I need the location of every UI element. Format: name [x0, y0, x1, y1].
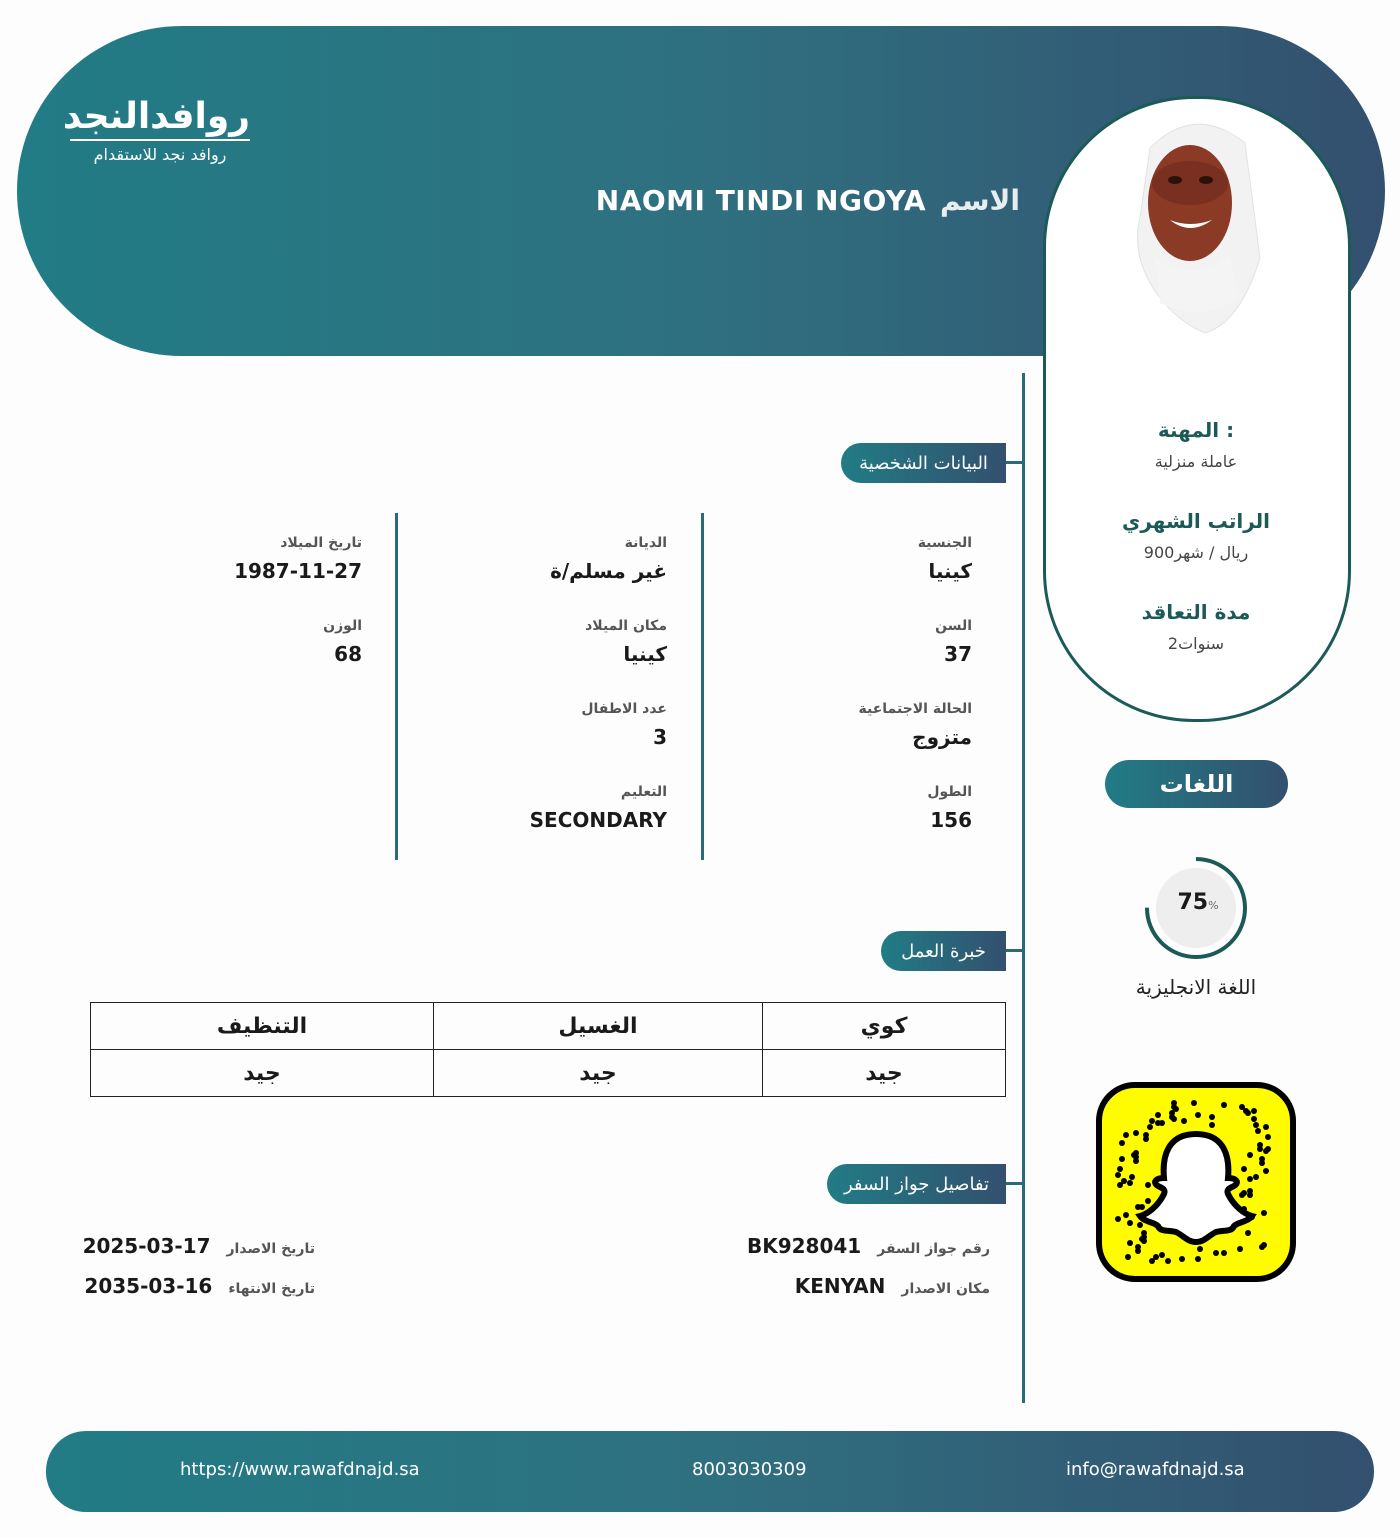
snapcode-dot	[1181, 1118, 1187, 1124]
field-value: 37	[944, 642, 972, 666]
worker-name-row	[560, 178, 1020, 222]
field-label: عدد الاطفال	[581, 701, 667, 717]
personal-section-title: البيانات الشخصية	[841, 443, 1006, 483]
snapcode-dot	[1245, 1230, 1251, 1236]
snapcode-dot	[1221, 1250, 1227, 1256]
snapcode-dot	[1191, 1100, 1197, 1106]
table-header-cell: الغسيل	[434, 1003, 763, 1050]
field-value: كينيا	[928, 559, 972, 583]
snapcode-dot	[1119, 1156, 1125, 1162]
salary-block	[1046, 509, 1346, 562]
snapcode-dot	[1253, 1122, 1259, 1128]
snapcode-dot	[1265, 1134, 1271, 1140]
personal-column-1	[720, 535, 972, 867]
religion-field	[415, 535, 667, 618]
field-value: SECONDARY	[529, 808, 667, 832]
field-value: 1987-11-27	[234, 559, 362, 583]
snapcode-dot	[1195, 1112, 1201, 1118]
field-value: 156	[930, 808, 972, 832]
passport-issue-row	[60, 1234, 315, 1258]
snapcode-dot	[1133, 1158, 1139, 1164]
snapcode-dot	[1159, 1120, 1165, 1126]
snapcode-dot	[1137, 1222, 1143, 1228]
field-label: التعليم	[620, 784, 667, 800]
field-label: مكان الميلاد	[585, 618, 667, 634]
education-field	[415, 784, 667, 867]
snapcode-dot	[1259, 1160, 1265, 1166]
weight-field	[110, 618, 362, 701]
snapcode-dot	[1261, 1210, 1267, 1216]
snapcode-dot	[1209, 1114, 1215, 1120]
issue-date-value: 2025-03-17	[82, 1234, 211, 1258]
snapcode-dot	[1263, 1148, 1269, 1154]
language-percent-value: 75	[1177, 890, 1209, 915]
passport-place-label: مكان الاصدار	[901, 1281, 990, 1297]
snapcode-dot	[1135, 1248, 1141, 1254]
issue-date-label: تاريخ الاصدار	[226, 1241, 315, 1257]
snapcode-dot	[1241, 1166, 1247, 1172]
snapcode-dot	[1147, 1124, 1153, 1130]
snapcode-dot	[1171, 1116, 1177, 1122]
name-label: الاسم	[940, 183, 1020, 217]
passport-expiry-row	[60, 1274, 315, 1298]
column-divider	[395, 513, 398, 860]
table-cell: جيد	[434, 1050, 763, 1097]
languages-pill: اللغات	[1105, 760, 1288, 808]
passport-place-value: KENYAN	[794, 1274, 886, 1298]
snapcode-dot	[1221, 1102, 1227, 1108]
language-percent	[1160, 890, 1240, 915]
experience-section-title: خبرة العمل	[881, 931, 1006, 971]
percent-sign: %	[1208, 899, 1219, 912]
passport-expiry-date	[60, 1274, 315, 1298]
salary-value: 900ريال / شهر	[1143, 543, 1249, 562]
snapcode-dot	[1129, 1174, 1135, 1180]
passport-section-title: تفاصيل جواز السفر	[827, 1164, 1006, 1204]
field-value: غير مسلم/ة	[550, 559, 667, 583]
snapcode-dot	[1117, 1166, 1123, 1172]
table-header-cell: كوي	[763, 1003, 1006, 1050]
passport-number-row	[640, 1234, 990, 1258]
expiry-date-label: تاريخ الانتهاء	[228, 1281, 315, 1297]
snapcode-dot	[1115, 1172, 1121, 1178]
snapcode-dot	[1125, 1254, 1131, 1260]
section-tick	[1005, 1182, 1023, 1185]
snapcode-dot	[1251, 1108, 1257, 1114]
snapcode-dot	[1263, 1124, 1269, 1130]
occupation-value: عاملة منزلية	[1154, 452, 1238, 471]
snapcode-dot	[1143, 1136, 1149, 1142]
snapcode-dot	[1159, 1252, 1165, 1258]
birthdate-field	[110, 535, 362, 618]
worker-name: NAOMI TINDI NGOYA	[595, 183, 927, 217]
main-vertical-divider	[1022, 373, 1025, 1403]
snapcode-dot	[1139, 1204, 1145, 1210]
snapcode-dot	[1263, 1168, 1269, 1174]
footer-band	[46, 1431, 1374, 1512]
logo-mark: روافدالنجد	[62, 96, 250, 137]
snapcode-dot	[1127, 1240, 1133, 1246]
logo-divider	[70, 139, 250, 141]
snapcode-dot	[1197, 1246, 1203, 1252]
snapcode-dot	[1171, 1104, 1177, 1110]
snapcode-dot	[1153, 1254, 1159, 1260]
snapcode-dot	[1243, 1108, 1249, 1114]
worker-photo	[1120, 108, 1270, 338]
field-value: 68	[334, 642, 362, 666]
snapcode-dot	[1165, 1258, 1171, 1264]
field-label: الوزن	[323, 618, 362, 634]
snapcode-dot	[1259, 1244, 1265, 1250]
marital-status-field	[720, 701, 972, 784]
salary-label: الراتب الشهري	[1122, 509, 1270, 533]
snapcode-dot	[1195, 1256, 1201, 1262]
snapcode-dot	[1257, 1146, 1263, 1152]
snapcode-dot	[1131, 1152, 1137, 1158]
company-logo	[62, 96, 250, 176]
snapcode-dot	[1145, 1198, 1151, 1204]
personal-column-3	[110, 535, 362, 701]
nationality-field	[720, 535, 972, 618]
occupation-label: المهنة :	[1157, 418, 1235, 442]
table-row	[91, 1050, 1006, 1097]
snapcode-dot	[1251, 1116, 1257, 1122]
snapcode-dot	[1127, 1180, 1133, 1186]
phone-number[interactable]: 8003030309	[692, 1459, 807, 1480]
snapcode-dot	[1139, 1236, 1145, 1242]
section-tick	[1005, 461, 1023, 464]
snapcode-dot	[1247, 1192, 1253, 1198]
snapcode-dot	[1149, 1118, 1155, 1124]
snapcode-icon	[1096, 1082, 1296, 1282]
field-label: الديانة	[624, 535, 667, 551]
contract-value: 2سنوات	[1167, 634, 1225, 653]
snapcode-dot	[1209, 1122, 1215, 1128]
passport-place-row	[640, 1274, 990, 1298]
snapcode-dot	[1127, 1220, 1133, 1226]
passport-number	[640, 1234, 990, 1258]
snapcode-dot	[1179, 1256, 1185, 1262]
contract-block	[1046, 600, 1346, 653]
field-value: 3	[653, 725, 667, 749]
snapcode-dot	[1123, 1132, 1129, 1138]
children-field	[415, 701, 667, 784]
personal-column-2	[415, 535, 667, 867]
field-label: السن	[935, 618, 972, 634]
email-link[interactable]: info@rawafdnajd.sa	[1066, 1459, 1245, 1480]
language-name: اللغة الانجليزية	[1135, 975, 1257, 999]
snapcode-dot	[1255, 1128, 1261, 1134]
experience-table	[90, 1002, 1006, 1097]
passport-number-value: BK928041	[746, 1234, 862, 1258]
expiry-date-value: 2035-03-16	[84, 1274, 213, 1298]
field-value: كينيا	[623, 642, 667, 666]
table-cell: جيد	[763, 1050, 1006, 1097]
snapcode-dot	[1145, 1182, 1151, 1188]
table-cell: جيد	[91, 1050, 434, 1097]
snapcode-dot	[1213, 1250, 1219, 1256]
passport-place	[640, 1274, 990, 1298]
section-tick	[1005, 949, 1023, 952]
table-header-cell: التنظيف	[91, 1003, 434, 1050]
contract-label: مدة التعاقد	[1141, 600, 1251, 624]
snapcode-dot	[1247, 1176, 1253, 1182]
occupation-block	[1046, 418, 1346, 471]
age-field	[720, 618, 972, 701]
snapcode-dot	[1155, 1112, 1161, 1118]
snapcode-dot	[1247, 1152, 1253, 1158]
field-label: الطول	[927, 784, 972, 800]
field-label: الحالة الاجتماعية	[858, 701, 972, 717]
snapcode-dot	[1253, 1174, 1259, 1180]
snapcode-dot	[1133, 1130, 1139, 1136]
snapcode-dot	[1123, 1212, 1129, 1218]
snapcode-dot	[1237, 1246, 1243, 1252]
birthplace-field	[415, 618, 667, 701]
column-divider	[701, 513, 704, 860]
website-link[interactable]: https://www.rawafdnajd.sa	[180, 1459, 420, 1480]
snapcode-dot	[1239, 1192, 1245, 1198]
passport-number-label: رقم جواز السفر	[877, 1241, 990, 1257]
table-row	[91, 1003, 1006, 1050]
field-label: تاريخ الميلاد	[280, 535, 362, 551]
logo-subtitle: روافد نجد للاستقدام	[93, 145, 227, 164]
height-field	[720, 784, 972, 867]
field-label: الجنسية	[917, 535, 972, 551]
snapcode-dot	[1119, 1140, 1125, 1146]
field-value: متزوج	[912, 725, 972, 749]
snapcode-dot	[1121, 1178, 1127, 1184]
snapcode-dot	[1115, 1216, 1121, 1222]
passport-issue-date	[60, 1234, 315, 1258]
